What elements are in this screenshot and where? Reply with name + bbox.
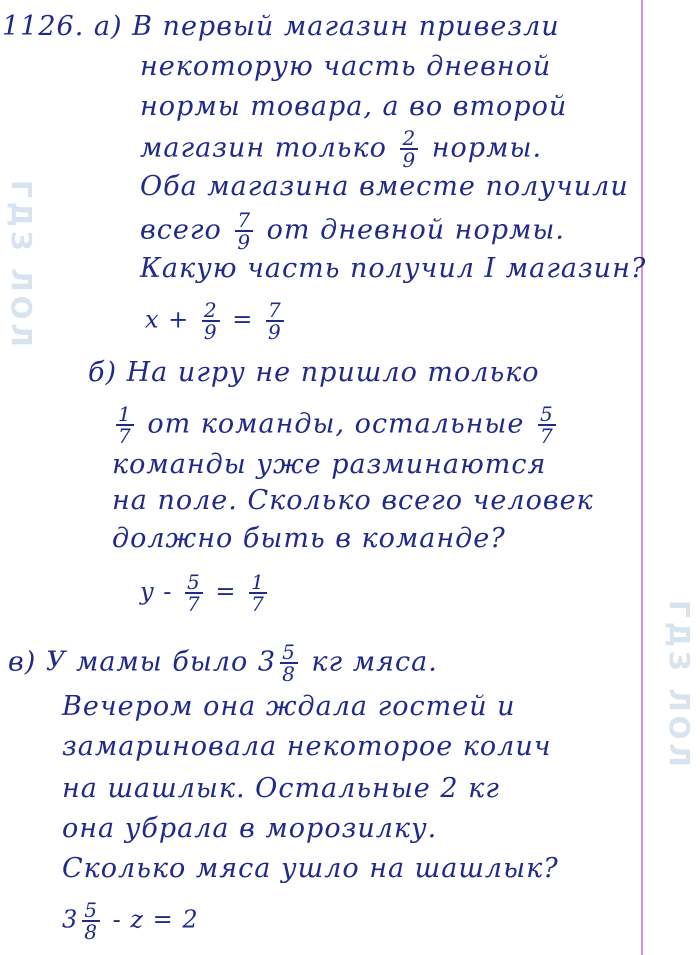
problem-a-marker: а): [93, 11, 123, 42]
problem-a-line-2: некоторую часть дневной: [140, 51, 552, 82]
text: У мамы было 3: [45, 646, 277, 678]
fraction: [202, 300, 220, 342]
problem-c-line-5: она убрала в морозилку.: [62, 813, 438, 844]
denominator: 9: [402, 148, 417, 172]
problem-c-equation: [62, 900, 199, 942]
problem-a-line-3: нормы товара, а во второй: [140, 91, 568, 122]
problem-c-marker: в): [8, 646, 37, 678]
problem-a-line-6: [140, 210, 565, 252]
problem-a-text-1: В первый магазин привезли: [132, 11, 560, 42]
numerator: 7: [237, 208, 252, 232]
denominator: 8: [282, 662, 296, 686]
denominator: 7: [186, 592, 201, 616]
text: магазин только: [140, 132, 387, 164]
problem-b-equation: [140, 572, 271, 614]
denominator: 8: [84, 920, 99, 944]
denominator: 9: [203, 320, 218, 344]
text: 3: [62, 905, 79, 934]
denominator: 7: [540, 424, 554, 448]
fraction: [266, 300, 284, 342]
margin-line: [641, 0, 643, 955]
fraction: [82, 900, 100, 942]
problem-b-line-5: должно быть в команде?: [112, 523, 506, 554]
problem-number: 1126.: [2, 11, 85, 42]
problem-b-line-4: на поле. Сколько всего человек: [112, 485, 594, 516]
problem-c-line-1: [8, 642, 438, 684]
numerator: 5: [186, 570, 201, 594]
text: нормы.: [431, 132, 543, 164]
problem-a-line-7: Какую часть получил I магазин?: [140, 253, 647, 284]
text: кг мяса.: [311, 646, 438, 678]
fraction: [116, 404, 134, 446]
problem-b-line-2: [112, 404, 560, 446]
problem-a-equation: [145, 300, 288, 342]
problem-b-line-1: [88, 356, 540, 390]
text: =: [215, 577, 237, 606]
fraction: [249, 572, 267, 614]
problem-b-marker: б): [88, 357, 118, 388]
numerator: 5: [84, 898, 99, 922]
text: На игру не пришло только: [126, 357, 540, 388]
problem-c-line-6: Сколько мяса ушло на шашлык?: [62, 853, 559, 884]
text: y -: [140, 577, 173, 606]
problem-a-line-1: [2, 10, 560, 44]
text: =: [232, 305, 254, 334]
text: x +: [145, 305, 190, 334]
numerator: 5: [540, 402, 554, 426]
numerator: 5: [282, 640, 296, 664]
text: всего: [140, 214, 222, 246]
problem-a-line-5: Оба магазина вместе получили: [140, 171, 629, 202]
text: от дневной нормы.: [266, 214, 565, 246]
text: - z = 2: [112, 905, 199, 934]
problem-a-line-4: [140, 128, 542, 170]
denominator: 7: [118, 424, 132, 448]
problem-c-line-2: Вечером она ждала гостей и: [62, 691, 516, 722]
fraction: [185, 572, 203, 614]
numerator: 7: [268, 298, 282, 322]
fraction: [400, 128, 418, 170]
problem-b-line-3: команды уже разминаются: [112, 449, 547, 480]
fraction: [538, 404, 556, 446]
denominator: 7: [251, 592, 265, 616]
watermark-right: ГДЗ ЛОЛ: [663, 600, 696, 771]
text: от команды, остальные: [147, 408, 525, 440]
problem-c-line-3: замариновала некоторое колич: [62, 731, 552, 762]
numerator: 1: [251, 570, 265, 594]
fraction: [280, 642, 298, 684]
numerator: 1: [118, 402, 132, 426]
problem-c-line-4: на шашлык. Остальные 2 кг: [62, 773, 500, 804]
numerator: 2: [402, 126, 417, 150]
watermark-left: ГДЗ ЛОЛ: [5, 180, 38, 351]
denominator: 9: [268, 320, 282, 344]
numerator: 2: [203, 298, 218, 322]
denominator: 9: [237, 230, 252, 254]
fraction: [235, 210, 253, 252]
